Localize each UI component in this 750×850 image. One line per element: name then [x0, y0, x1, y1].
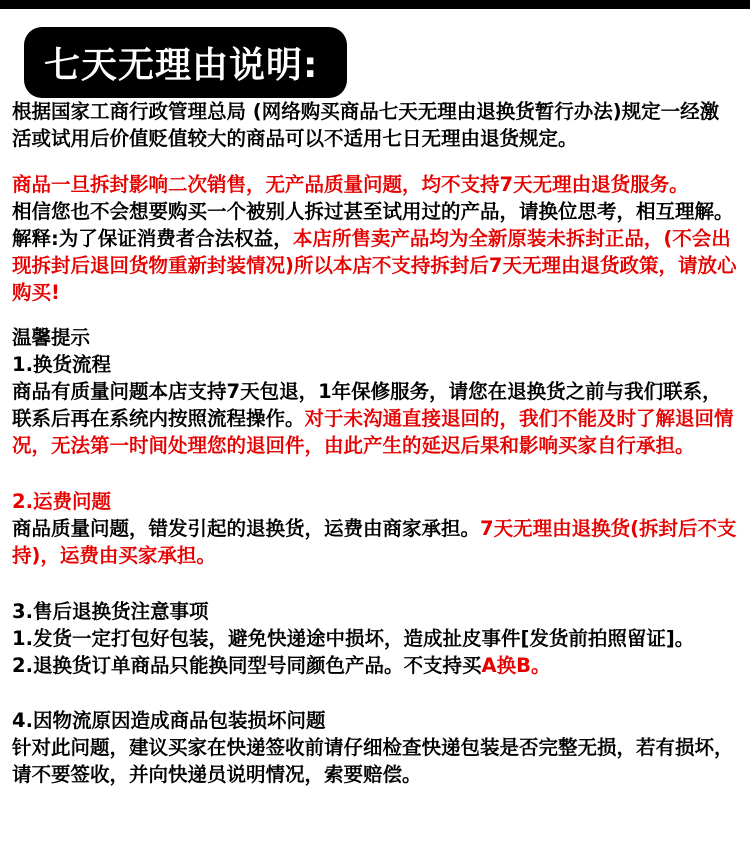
intro-text: 根据国家工商行政管理总局 (网络购买商品七天无理由退换货暂行办法)规定一经激活或试用后价值贬值较大的商品可以不适用七日无理由退货规定。	[12, 100, 720, 150]
shipping-fee-body	[12, 515, 738, 569]
shipping-fee-section	[12, 488, 738, 569]
exchange-process-body	[12, 378, 738, 459]
aftersale-note-item2	[12, 652, 738, 679]
aftersale-item2-red-text: A换B。	[481, 654, 551, 677]
explanation-prefix: 解释:为了保证消费者合法权益，	[12, 227, 293, 250]
exchange-process-red-text: 对于未沟通直接退回的，我们不能及时了解退回情况，无法第一时间处理您的退回件，由此产生的延迟后果和影响买家自行承担。	[12, 407, 734, 457]
aftersale-note-item1: 1.发货一定打包好包装，避免快递途中损坏，造成扯皮事件[发货前拍照留证]。	[12, 627, 695, 650]
top-divider-bar	[0, 0, 750, 9]
warm-tips-block	[12, 324, 738, 459]
logistics-damage-heading: 4.因物流原因造成商品包装损坏问题	[12, 709, 326, 732]
warm-tips-heading: 温馨提示	[12, 326, 91, 349]
unseal-policy-paragraph	[12, 171, 738, 225]
exchange-process-black-text: 商品有质量问题本店支持7天包退，1年保修服务，请您在退换货之前与我们联系，联系后再在系统内按照流程操作。	[12, 380, 722, 430]
policy-content	[0, 98, 750, 788]
shipping-fee-black-text: 商品质量问题，错发引起的退换货，运费由商家承担。	[12, 517, 481, 540]
unseal-no-return-line: 商品一旦拆封影响二次销售，无产品质量问题，均不支持7天无理由退货服务。	[12, 173, 689, 196]
logistics-damage-section	[12, 707, 738, 788]
aftersale-notes-section	[12, 598, 738, 679]
explanation-detail: 本店所售卖产品均为全新原装未拆封正品，(不会出现拆封后退回货物重新封装情况)所以本店不支持拆封后7天无理由退货政策，请放心购买!	[12, 227, 737, 304]
logistics-damage-body: 针对此问题，建议买家在快递签收前请仔细检查快递包装是否完整无损，若有损坏，请不要签收，并向快递员说明情况，索要赔偿。	[12, 736, 734, 786]
aftersale-item2-black-text: 2.退换货订单商品只能换同型号同颜色产品。不支持买	[12, 654, 482, 677]
exchange-process-heading: 1.换货流程	[12, 353, 111, 376]
explanation-paragraph	[12, 225, 738, 306]
shipping-fee-heading: 2.运费问题	[12, 490, 111, 513]
shipping-fee-red-text: 7天无理由退换货(拆封后不支持)，运费由买家承担。	[12, 517, 737, 567]
seven-day-policy-badge	[24, 27, 347, 98]
badge-label: 七天无理由说明:	[44, 45, 319, 86]
mutual-understanding-line: 相信您也不会想要购买一个被别人拆过甚至试用过的产品，请换位思考，相互理解。	[12, 200, 734, 223]
aftersale-notes-heading: 3.售后退换货注意事项	[12, 600, 209, 623]
intro-paragraph	[12, 98, 738, 152]
